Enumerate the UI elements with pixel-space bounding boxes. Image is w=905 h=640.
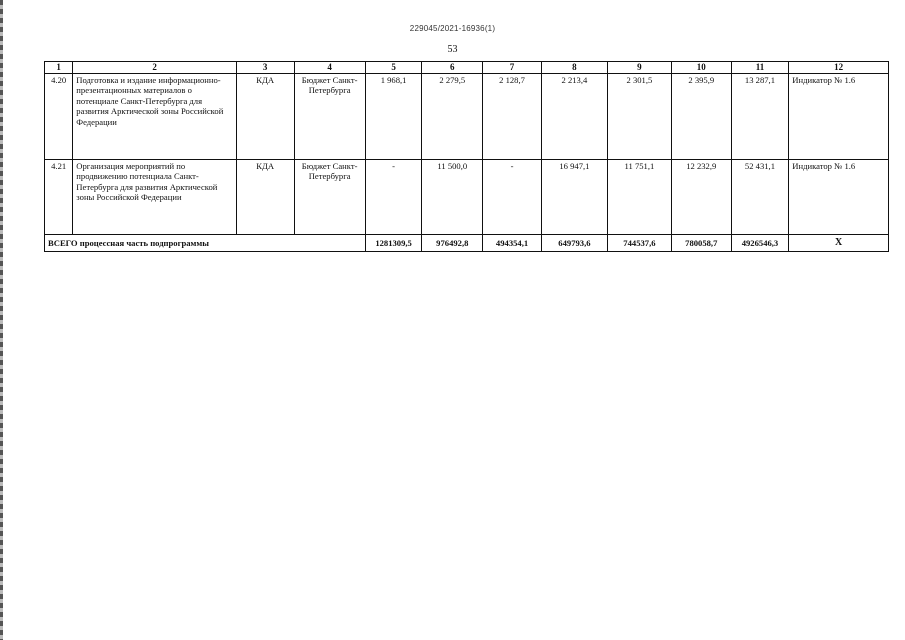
- column-header: 10: [671, 62, 731, 74]
- column-header: 9: [607, 62, 671, 74]
- column-header: 2: [73, 62, 237, 74]
- scan-left-edge: [0, 0, 3, 640]
- document-id: 229045/2021-16936(1): [409, 24, 496, 33]
- total-value: 649793,6: [541, 235, 607, 252]
- column-header: 4: [294, 62, 365, 74]
- value-cell: 2 279,5: [422, 74, 483, 160]
- column-header: 3: [236, 62, 294, 74]
- funding-source: Бюджет Санкт-Петербурга: [294, 74, 365, 160]
- value-cell: 2 213,4: [541, 74, 607, 160]
- total-value: 744537,6: [607, 235, 671, 252]
- row-number: 4.21: [45, 160, 73, 235]
- total-value: 494354,1: [483, 235, 542, 252]
- value-cell: 11 500,0: [422, 160, 483, 235]
- value-cell: 2 128,7: [483, 74, 542, 160]
- value-cell: 13 287,1: [731, 74, 789, 160]
- activity-name: Подготовка и издание информационно-презентационных материалов о потенциале Санкт-Петербурга для развития Арктической зоны Российской Федерации: [73, 74, 237, 160]
- value-cell: 52 431,1: [731, 160, 789, 235]
- header-row: [45, 62, 889, 74]
- executor: КДА: [236, 74, 294, 160]
- table-row: [45, 160, 889, 235]
- total-value: 4926546,3: [731, 235, 789, 252]
- value-cell: -: [483, 160, 542, 235]
- column-header: 7: [483, 62, 542, 74]
- column-header: 5: [365, 62, 422, 74]
- total-value: 976492,8: [422, 235, 483, 252]
- value-cell: 2 301,5: [607, 74, 671, 160]
- column-header: 11: [731, 62, 789, 74]
- indicator: Индикатор № 1.6: [789, 160, 889, 235]
- activity-name: Организация мероприятий по продвижению потенциала Санкт-Петербурга для развития Арктической зоны Российской Федерации: [73, 160, 237, 235]
- row-number: 4.20: [45, 74, 73, 160]
- column-header: 12: [789, 62, 889, 74]
- total-row: [45, 235, 889, 252]
- column-header: 1: [45, 62, 73, 74]
- table-row: [45, 74, 889, 160]
- total-label: ВСЕГО процессная часть подпрограммы: [45, 235, 366, 252]
- total-value: 1281309,5: [365, 235, 422, 252]
- value-cell: 2 395,9: [671, 74, 731, 160]
- budget-table: [44, 61, 889, 252]
- value-cell: -: [365, 160, 422, 235]
- indicator: Индикатор № 1.6: [789, 74, 889, 160]
- column-header: 8: [541, 62, 607, 74]
- executor: КДА: [236, 160, 294, 235]
- page-number: 53: [447, 44, 458, 55]
- funding-source: Бюджет Санкт-Петербурга: [294, 160, 365, 235]
- total-value: 780058,7: [671, 235, 731, 252]
- value-cell: 1 968,1: [365, 74, 422, 160]
- value-cell: 11 751,1: [607, 160, 671, 235]
- value-cell: 16 947,1: [541, 160, 607, 235]
- total-indicator: Х: [789, 235, 889, 252]
- value-cell: 12 232,9: [671, 160, 731, 235]
- column-header: 6: [422, 62, 483, 74]
